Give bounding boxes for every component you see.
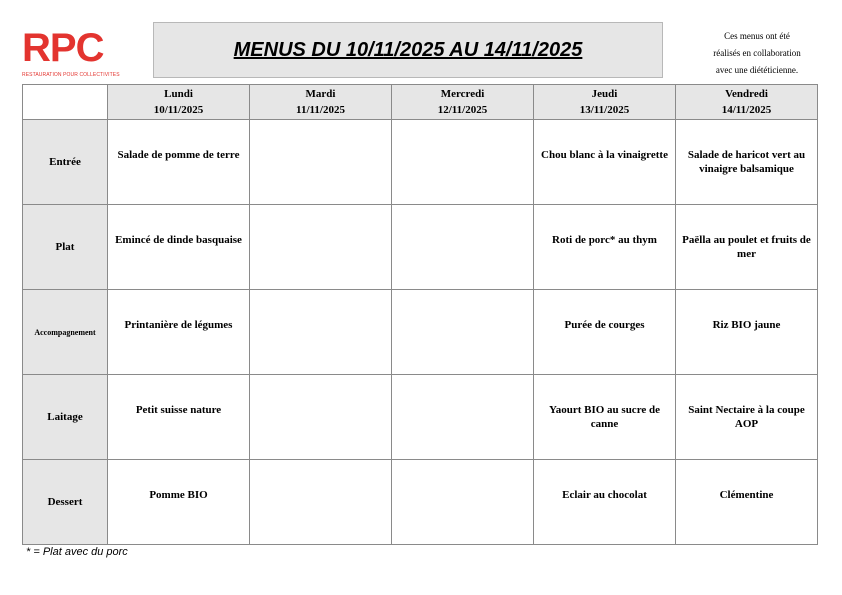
day-date: 14/11/2025 [721, 104, 772, 116]
row-label: Accompagnement [23, 290, 108, 375]
menu-cell [392, 375, 534, 460]
corner-cell [23, 85, 108, 120]
table-row [23, 375, 818, 460]
day-name: Vendredi [725, 88, 768, 100]
day-header [534, 85, 676, 120]
day-date: 13/11/2025 [579, 104, 630, 116]
day-header [108, 85, 250, 120]
row-label: Entrée [23, 120, 108, 205]
day-header [676, 85, 818, 120]
menu-cell: Petit suisse nature [108, 375, 250, 460]
note-line: Ces menus ont été [724, 31, 790, 41]
day-name: Mercredi [440, 88, 485, 100]
menu-cell [392, 290, 534, 375]
page-title: MENUS DU 10/11/2025 AU 14/11/2025 [233, 38, 583, 61]
day-date: 10/11/2025 [153, 104, 204, 116]
menu-cell: Salade de pomme de terre [108, 120, 250, 205]
day-header [392, 85, 534, 120]
table-row [23, 120, 818, 205]
table-header-row [23, 85, 818, 120]
menu-cell [250, 120, 392, 205]
menu-cell: Clémentine [676, 460, 818, 545]
note-line: réalisés en collaboration [713, 48, 801, 58]
menu-cell [250, 205, 392, 290]
table-row [23, 460, 818, 545]
day-date: 12/11/2025 [437, 104, 488, 116]
menu-cell: Riz BIO jaune [676, 290, 818, 375]
day-date: 11/11/2025 [296, 104, 345, 116]
day-name: Lundi [164, 88, 193, 100]
logo-text: RPC [22, 26, 104, 70]
menu-cell: Eclair au chocolat [534, 460, 676, 545]
rpc-logo [22, 20, 120, 82]
dietitian-note [682, 28, 832, 79]
menu-cell: Pomme BIO [108, 460, 250, 545]
menu-table [22, 84, 818, 545]
menu-cell: Saint Nectaire à la coupe AOP [676, 375, 818, 460]
table-row [23, 205, 818, 290]
row-label: Laitage [23, 375, 108, 460]
table-row [23, 290, 818, 375]
menu-cell: Salade de haricot vert au vinaigre balsamique [676, 120, 818, 205]
note-line: avec une diététicienne. [715, 65, 799, 75]
menu-cell: Printanière de légumes [108, 290, 250, 375]
menu-cell: Chou blanc à la vinaigrette [534, 120, 676, 205]
menu-cell: Paëlla au poulet et fruits de mer [676, 205, 818, 290]
menu-cell [250, 290, 392, 375]
menu-cell: Purée de courges [534, 290, 676, 375]
menu-cell: Emincé de dinde basquaise [108, 205, 250, 290]
menu-cell [392, 460, 534, 545]
menu-cell [392, 205, 534, 290]
pork-footnote: * = Plat avec du porc [26, 546, 128, 558]
menu-cell [392, 120, 534, 205]
day-header [250, 85, 392, 120]
title-banner [153, 22, 663, 78]
row-label: Dessert [23, 460, 108, 545]
day-name: Jeudi [591, 88, 618, 100]
menu-cell: Yaourt BIO au sucre de canne [534, 375, 676, 460]
row-label: Plat [23, 205, 108, 290]
menu-cell [250, 460, 392, 545]
menu-cell [250, 375, 392, 460]
menu-cell: Roti de porc* au thym [534, 205, 676, 290]
day-name: Mardi [305, 88, 336, 100]
logo-subtitle: RESTAURATION POUR COLLECTIVITES [22, 72, 120, 78]
